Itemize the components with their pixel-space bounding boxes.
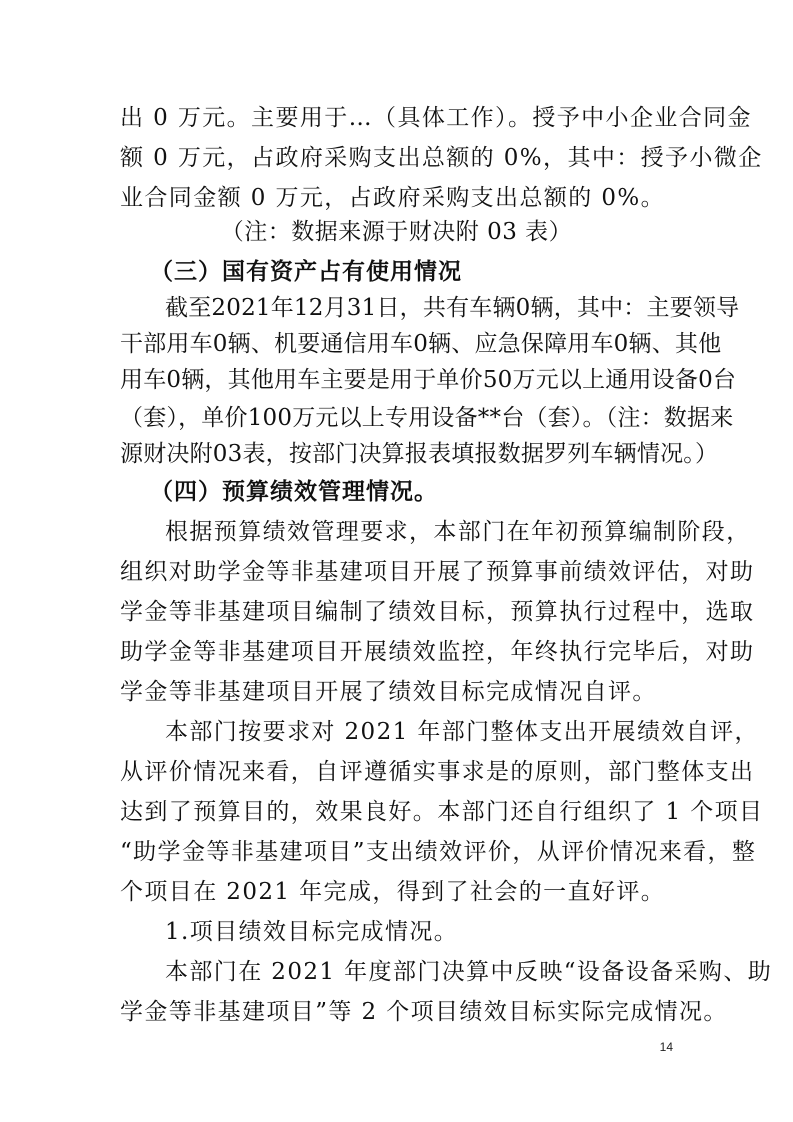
paragraph-line-evaluation-5: 个项目在 2021 年完成，得到了社会的一直好评。 bbox=[120, 879, 666, 905]
section-heading-assets: （三）国有资产占有使用情况 bbox=[150, 259, 462, 285]
paragraph-line-performance-5: 学金等非基建项目开展了绩效目标完成情况自评。 bbox=[120, 679, 657, 705]
paragraph-line-evaluation-3: 达到了预算目的，效果良好。本部门还自行组织了 1 个项目 bbox=[120, 799, 764, 825]
paragraph-line-2: 额 0 万元，占政府采购支出总额的 0%，其中：授予小微企 bbox=[120, 145, 763, 171]
paragraph-line-performance-1: 根据预算绩效管理要求，本部门在年初预算编制阶段， bbox=[165, 519, 751, 545]
paragraph-line-assets-3: 用车0辆，其他用车主要是用于单价50万元以上通用设备0台 bbox=[120, 367, 737, 393]
paragraph-line-evaluation-1: 本部门按要求对 2021 年部门整体支出开展绩效自评， bbox=[165, 719, 759, 745]
paragraph-line-performance-4: 助学金等非基建项目开展绩效监控，年终执行完毕后，对助 bbox=[120, 639, 755, 665]
paragraph-line-assets-1: 截至2021年12月31日，共有车辆0辆，其中：主要领导 bbox=[165, 295, 740, 321]
paragraph-line-1: 出 0 万元。主要用于…（具体工作）。授予中小企业合同金 bbox=[120, 105, 752, 131]
paragraph-line-project-1: 本部门在 2021 年度部门决算中反映“设备设备采购、助 bbox=[165, 959, 773, 985]
subheading-project-goals: 1.项目绩效目标完成情况。 bbox=[165, 919, 459, 945]
paragraph-line-evaluation-4: “助学金等非基建项目”支出绩效评价，从评价情况来看，整 bbox=[120, 839, 757, 865]
paragraph-line-assets-4: （套），单价100万元以上专用设备**台（套）。（注：数据来 bbox=[120, 405, 734, 431]
page-number: 14 bbox=[659, 1040, 673, 1054]
source-note: （注：数据来源于财决附 03 表） bbox=[220, 219, 573, 245]
paragraph-line-evaluation-2: 从评价情况来看，自评遵循实事求是的原则，部门整体支出 bbox=[120, 759, 755, 785]
paragraph-line-performance-3: 学金等非基建项目编制了绩效目标，预算执行过程中，选取 bbox=[120, 599, 755, 625]
paragraph-line-performance-2: 组织对助学金等非基建项目开展了预算事前绩效评估，对助 bbox=[120, 559, 755, 585]
paragraph-line-assets-5: 源财决附03表，按部门决算报表填报数据罗列车辆情况。） bbox=[120, 441, 719, 467]
paragraph-line-3: 业合同金额 0 万元，占政府采购支出总额的 0%。 bbox=[120, 185, 666, 211]
paragraph-line-project-2: 学金等非基建项目”等 2 个项目绩效目标实际完成情况。 bbox=[120, 999, 728, 1025]
section-heading-performance: （四）预算绩效管理情况。 bbox=[150, 479, 438, 505]
paragraph-line-assets-2: 干部用车0辆、机要通信用车0辆、应急保障用车0辆、其他 bbox=[120, 331, 722, 357]
